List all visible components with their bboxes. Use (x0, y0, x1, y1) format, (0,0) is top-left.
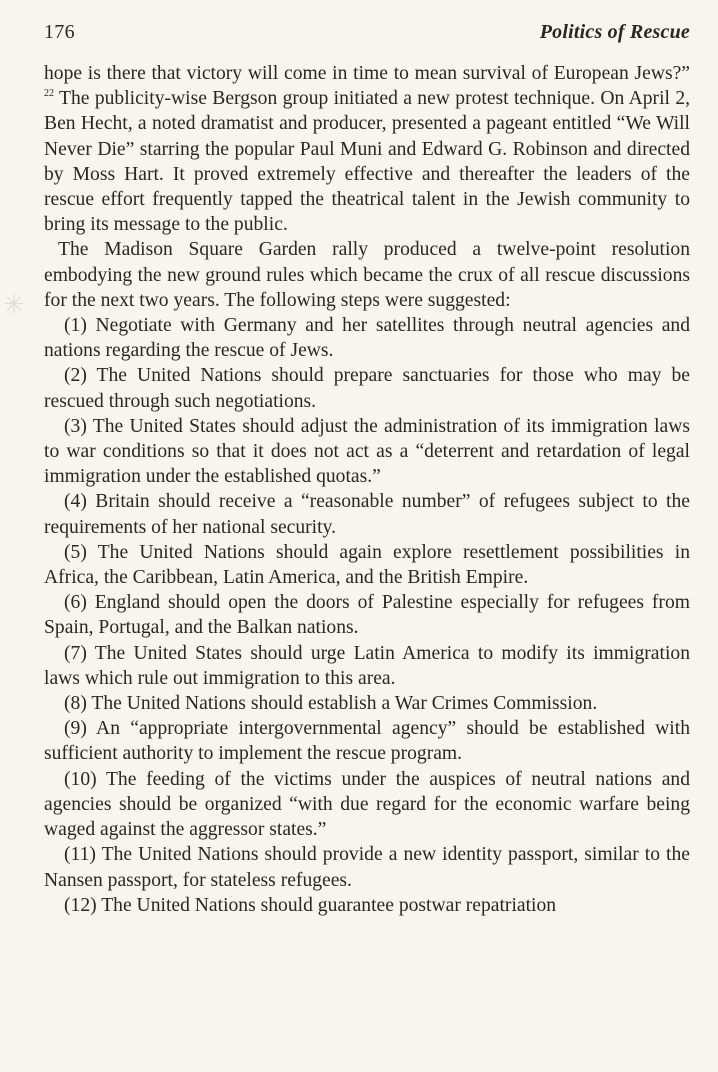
rally-paragraph: The Madison Square Garden rally produced a twelve-point resolution embodying the new ground rules which became the crux of all rescue discussions for the next two years. The following steps were suggested: (44, 239, 690, 311)
paper-mark: ✳ (3, 290, 25, 319)
step-5: (5) The United Nations should again explore resettlement possibilities in Africa, the Caribbean, Latin America, and the British Empire. (44, 541, 690, 589)
intro-text-after-note: The publicity-wise Bergson group initiated a new protest technique. On April 2, Ben Hecht, a noted dramatist and producer, presented a pageant entitled “We Will Never Die” starring the popular Paul Muni and Edward G. Robinson and directed by Moss Hart. It proved extremely effective and thereafter the leaders of the rescue effort frequently tapped the theatrical talent in the Jewish community to bring its message to the public. (44, 88, 691, 236)
intro-paragraph (44, 61, 690, 237)
step-6: (6) England should open the doors of Palestine especially for refugees from Spain, Portugal, and the Balkan nations. (44, 592, 690, 639)
body-text (44, 61, 690, 918)
page-number: 176 (44, 21, 75, 43)
running-title: Politics of Rescue (539, 21, 690, 43)
step-3: (3) The United States should adjust the administration of its immigration laws to war conditions so that it does not act as a “deterrent and retardation of legal immigration under the established quotas.” (44, 415, 690, 488)
step-2: (2) The United Nations should prepare sanctuaries for those who may be rescued through such negotiations. (44, 365, 690, 412)
page-header (44, 20, 690, 44)
step-8: (8) The United Nations should establish a War Crimes Commission. (64, 693, 598, 715)
footnote-reference: 22 (44, 88, 54, 100)
step-11: (11) The United Nations should provide a new identity passport, similar to the Nansen passport, for stateless refugees. (44, 844, 690, 891)
step-10: (10) The feeding of the victims under the auspices of neutral nations and agencies should be organized “with due regard for the economic warfare being waged against the aggressor states.” (44, 768, 690, 841)
step-9: (9) An “appropriate intergovernmental agency” should be established with sufficient authority to implement the rescue program. (44, 718, 690, 765)
step-4: (4) Britain should receive a “reasonable number” of refugees subject to the requirements of her national security. (44, 491, 690, 538)
step-7: (7) The United States should urge Latin America to modify its immigration laws which rule out immigration to this area. (44, 642, 690, 689)
intro-text-before-note: hope is there that victory will come in time to mean survival of European Jews?” (44, 63, 690, 84)
step-12: (12) The United Nations should guarantee postwar repatriation (64, 894, 557, 916)
step-1: (1) Negotiate with Germany and her satellites through neutral agencies and nations regarding the rescue of Jews. (44, 315, 690, 362)
